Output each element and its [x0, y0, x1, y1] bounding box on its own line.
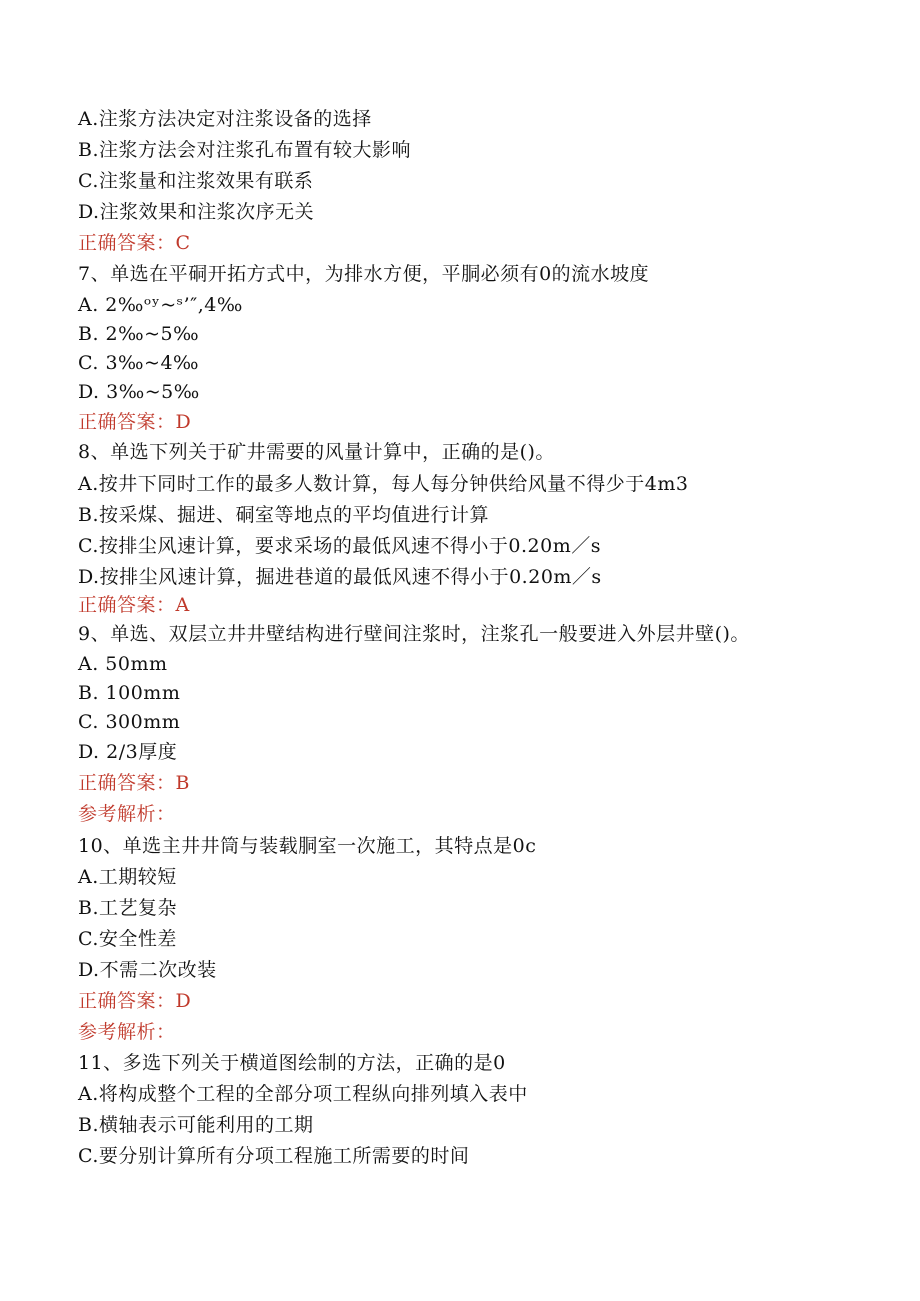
option-line: B. 2‰~5‰ [78, 323, 200, 345]
option-line: C. 300mm [78, 711, 181, 733]
option-line: B.工艺复杂 [78, 897, 178, 919]
question-title: 9、单选、双层立井井壁结构进行壁间注浆时，注浆孔一般要进入外层井壁()。 [78, 623, 750, 645]
option-line: A. 50mm [78, 653, 168, 675]
correct-answer: 正确答案：B [78, 772, 190, 794]
option-line: A.工期较短 [78, 866, 177, 888]
correct-answer: 正确答案：D [78, 411, 192, 433]
option-line: A.注浆方法决定对注浆设备的选择 [78, 108, 372, 130]
option-line: D.按排尘风速计算，掘进巷道的最低风速不得小于0.20m／s [78, 566, 602, 588]
option-line: A. 2‰ᵒʸ~ˢ’″,4‰ [78, 294, 243, 316]
reference-analysis: 参考解析： [78, 803, 176, 825]
option-line: B. 100mm [78, 682, 181, 704]
option-line: D. 3‰~5‰ [78, 381, 200, 403]
option-line: A.将构成整个工程的全部分项工程纵向排列填入表中 [78, 1083, 528, 1105]
option-line: B.按采煤、掘进、硐室等地点的平均值进行计算 [78, 504, 490, 526]
option-line: D.不需二次改装 [78, 959, 217, 981]
question-title: 10、单选主井井筒与装载胴室一次施工，其特点是0c [78, 835, 537, 857]
option-line: B.注浆方法会对注浆孔布置有较大影响 [78, 139, 412, 161]
correct-answer: 正确答案：A [78, 594, 190, 616]
option-line: D. 2/3厚度 [78, 741, 178, 763]
option-line: C.按排尘风速计算，要求采场的最低风速不得小于0.20m／s [78, 535, 601, 557]
option-line: C.注浆量和注浆效果有联系 [78, 170, 314, 192]
reference-analysis: 参考解析： [78, 1021, 176, 1043]
option-line: D.注浆效果和注浆次序无关 [78, 201, 315, 223]
option-line: A.按井下同时工作的最多人数计算，每人每分钟供给风量不得少于4m3 [78, 473, 689, 495]
option-line: C.安全性差 [78, 928, 177, 950]
question-title: 8、单选下列关于矿井需要的风量计算中，正确的是()。 [78, 441, 555, 463]
correct-answer: 正确答案：D [78, 990, 192, 1012]
correct-answer: 正确答案：C [78, 232, 191, 254]
question-title: 11、多选下列关于横道图绘制的方法，正确的是0 [78, 1052, 506, 1074]
option-line: B.横轴表示可能利用的工期 [78, 1114, 314, 1136]
question-title: 7、单选在平硐开拓方式中，为排水方便，平胴必须有0的流水坡度 [78, 263, 650, 285]
option-line: C. 3‰~4‰ [78, 352, 200, 374]
option-line: C.要分别计算所有分项工程施工所需要的时间 [78, 1145, 470, 1167]
